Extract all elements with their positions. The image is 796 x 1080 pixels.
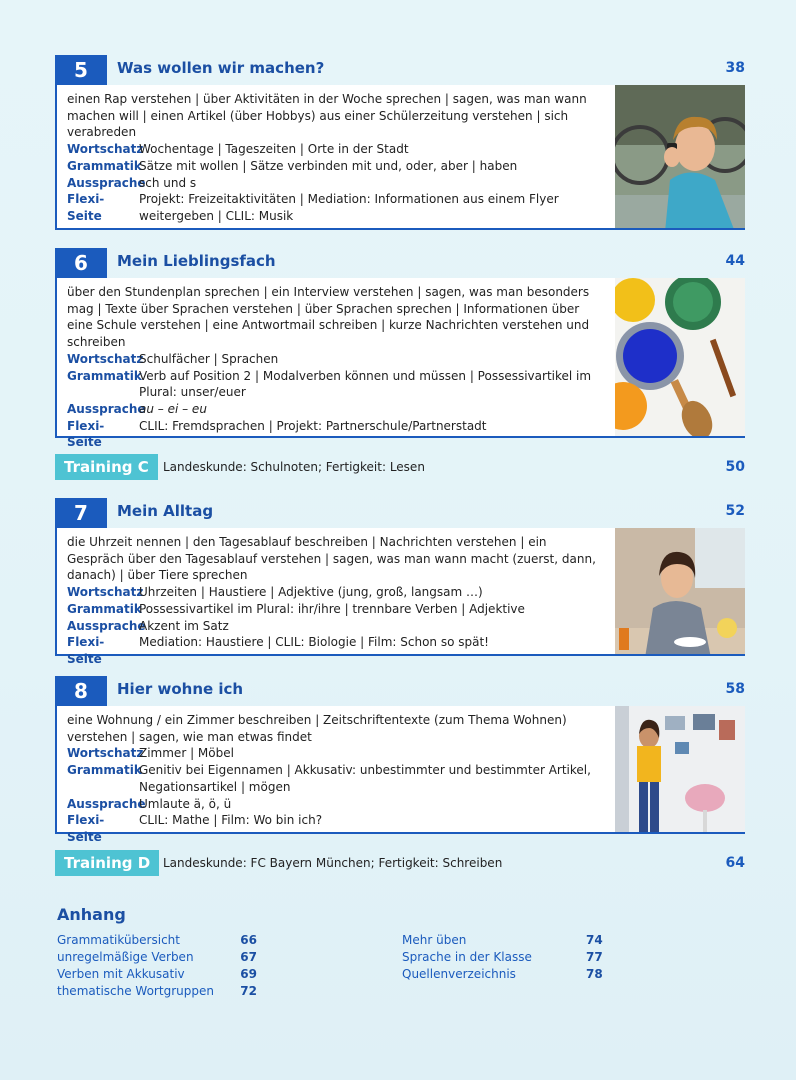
anhang-item[interactable]: [57, 932, 257, 949]
row-wortschatz: [67, 745, 607, 762]
row-label: Flexi-Seite: [67, 635, 105, 666]
row-text: Mediation: Haustiere | CLIL: Biologie | Film: Schon so spät!: [139, 635, 489, 650]
row-aussprache: [67, 401, 607, 418]
unit-number: 7: [55, 498, 107, 528]
unit-number: 6: [55, 248, 107, 278]
training-tag[interactable]: Training C: [55, 454, 158, 480]
anhang-item-page: 77: [586, 950, 603, 964]
anhang-item[interactable]: [57, 949, 257, 966]
training-page-number[interactable]: 50: [725, 459, 745, 475]
row-flexi-seite: [67, 191, 607, 224]
anhang-item[interactable]: [402, 949, 612, 966]
row-label: Grammatik: [67, 158, 142, 173]
row-wortschatz: [67, 351, 607, 368]
row-label: Flexi-Seite: [67, 418, 105, 450]
unit-content: [55, 706, 615, 844]
row-text: Zimmer | Möbel: [139, 746, 234, 761]
anhang-item-page: 78: [586, 967, 603, 981]
row-text: Possessivartikel im Plural: ihr/ihre | trennbare Verben | Adjektive: [139, 601, 525, 616]
row-flexi-seite: [67, 418, 607, 451]
unit-content: [55, 528, 615, 666]
row-label: Grammatik: [67, 763, 142, 778]
anhang-item[interactable]: [402, 932, 612, 949]
row-grammatik: [67, 762, 607, 795]
unit-5: [55, 55, 745, 230]
row-label: Aussprache: [67, 401, 146, 416]
row-wortschatz: [67, 584, 607, 601]
unit-header: [55, 676, 745, 706]
row-flexi-seite: [67, 634, 607, 667]
anhang-item-label: Quellenverzeichnis: [402, 967, 516, 981]
row-text: Uhrzeiten | Haustiere | Adjektive (jung, groß, langsam …): [139, 585, 483, 600]
row-label: Flexi-Seite: [67, 192, 105, 223]
girl-room-photo: [615, 706, 745, 834]
training-page-number[interactable]: 64: [725, 855, 745, 871]
girl-room-illustration: [615, 706, 745, 834]
row-aussprache: [67, 796, 607, 813]
row-label: Wortschatz: [67, 746, 144, 761]
training-c: [55, 454, 745, 480]
unit-6: [55, 248, 745, 450]
unit-intro: eine Wohnung / ein Zimmer beschreiben | Zeitschriftentexte (zum Thema Wohnen) verstehen | sagen, wie man etwas findet: [67, 713, 567, 744]
paint-pots-photo: [615, 278, 745, 438]
unit-intro: über den Stundenplan sprechen | ein Interview verstehen | sagen, was man besonders mag | Texte über Sprachen verstehen | über Sprachen sprechen | Informationen über eine Schule verstehen | eine Antwortmail schreiben | kurze Nachrichten verstehen und schreiben: [67, 285, 590, 350]
row-label: Aussprache: [67, 796, 146, 811]
training-text: Landeskunde: Schulnoten; Fertigkeit: Lesen: [163, 460, 425, 474]
row-label: Aussprache: [67, 175, 146, 190]
girl-breakfast-photo: [615, 528, 745, 656]
row-text: Sätze mit wollen | Sätze verbinden mit und, oder, aber | haben: [139, 158, 518, 173]
unit-page-number[interactable]: 52: [725, 503, 745, 519]
anhang-item-label: unregelmäßige Verben: [57, 950, 194, 964]
row-grammatik: [67, 601, 607, 618]
unit-intro: einen Rap verstehen | über Aktivitäten in der Woche sprechen | sagen, was man wann machen will | einen Artikel (über Hobbys) aus einer Schülerzeitung verstehen | sich verabreden: [67, 92, 587, 140]
anhang-item[interactable]: [57, 983, 257, 1000]
row-label: Aussprache: [67, 618, 146, 633]
row-grammatik: [67, 158, 607, 175]
row-label: Wortschatz: [67, 585, 144, 600]
unit-content: [55, 278, 615, 450]
boy-photo-illustration: [615, 85, 745, 230]
row-label: Flexi-Seite: [67, 813, 105, 844]
boy-with-phone-photo: [615, 85, 745, 230]
anhang-item-page: 66: [240, 933, 257, 947]
unit-header: [55, 498, 745, 528]
unit-content: [55, 85, 615, 230]
anhang-item-page: 74: [586, 933, 603, 947]
training-text: Landeskunde: FC Bayern München; Fertigkeit: Schreiben: [163, 856, 503, 870]
unit-intro: die Uhrzeit nennen | den Tagesablauf beschreiben | Nachrichten verstehen | ein Gespräch über den Tagesablauf verstehen | sagen, was man wann macht (zuerst, dann, danach) | über Tiere sprechen: [67, 535, 596, 583]
row-aussprache: [67, 175, 607, 192]
anhang-item-label: Mehr üben: [402, 933, 467, 947]
row-text: Wochentage | Tageszeiten | Orte in der Stadt: [139, 142, 409, 157]
paint-photo-illustration: [615, 278, 745, 438]
anhang-item-page: 67: [240, 950, 257, 964]
anhang-item-page: 72: [240, 984, 257, 998]
training-tag[interactable]: Training D: [55, 850, 159, 876]
unit-number: 8: [55, 676, 107, 706]
anhang-item-label: Grammatikübersicht: [57, 933, 180, 947]
row-text: Verb auf Position 2 | Modalverben können und müssen | Possessivartikel im Plural: unser/euer: [139, 368, 592, 400]
unit-page-number[interactable]: 38: [725, 60, 745, 76]
anhang-item-label: Verben mit Akkusativ: [57, 967, 185, 981]
girl-breakfast-illustration: [615, 528, 745, 656]
unit-7: [55, 498, 745, 666]
row-text: Schulfächer | Sprachen: [139, 351, 279, 366]
row-grammatik: [67, 368, 607, 401]
row-label: Grammatik: [67, 601, 142, 616]
row-aussprache: [67, 618, 607, 635]
anhang-title: Anhang: [57, 905, 126, 924]
unit-header: [55, 248, 745, 278]
anhang-item[interactable]: [57, 966, 257, 983]
unit-header: [55, 55, 745, 85]
row-label: Wortschatz: [67, 351, 144, 366]
unit-title[interactable]: Was wollen wir machen?: [117, 59, 325, 77]
row-text: Akzent im Satz: [139, 618, 229, 633]
training-d: [55, 850, 745, 876]
row-text: sch und s: [139, 175, 197, 190]
anhang-left-list: [57, 932, 257, 1000]
row-label: Wortschatz: [67, 142, 144, 157]
row-wortschatz: [67, 141, 607, 158]
anhang-item-label: thematische Wortgruppen: [57, 984, 214, 998]
row-text: Genitiv bei Eigennamen | Akkusativ: unbestimmter und bestimmter Artikel, Negationsartikel | mögen: [139, 763, 591, 794]
row-text: Umlaute ä, ö, ü: [139, 796, 232, 811]
row-text: CLIL: Mathe | Film: Wo bin ich?: [139, 813, 323, 828]
unit-title[interactable]: Mein Lieblingsfach: [117, 252, 276, 270]
unit-title[interactable]: Mein Alltag: [117, 502, 214, 520]
anhang-item-label: Sprache in der Klasse: [402, 950, 532, 964]
unit-number: 5: [55, 55, 107, 85]
unit-page-number[interactable]: 58: [725, 681, 745, 697]
row-text: au – ei – eu: [139, 401, 207, 416]
anhang-item[interactable]: [402, 966, 612, 983]
anhang-right-list: [402, 932, 612, 983]
row-text: CLIL: Fremdsprachen | Projekt: Partnerschule/Partnerstadt: [139, 418, 487, 433]
unit-title[interactable]: Hier wohne ich: [117, 680, 244, 698]
unit-page-number[interactable]: 44: [725, 253, 745, 269]
row-flexi-seite: [67, 812, 607, 845]
anhang-item-page: 69: [240, 967, 257, 981]
unit-8: [55, 676, 745, 844]
row-label: Grammatik: [67, 368, 142, 383]
row-text: Projekt: Freizeitaktivitäten | Mediation: Informationen aus einem Flyer weitergeben | CLIL: Musik: [139, 192, 559, 223]
